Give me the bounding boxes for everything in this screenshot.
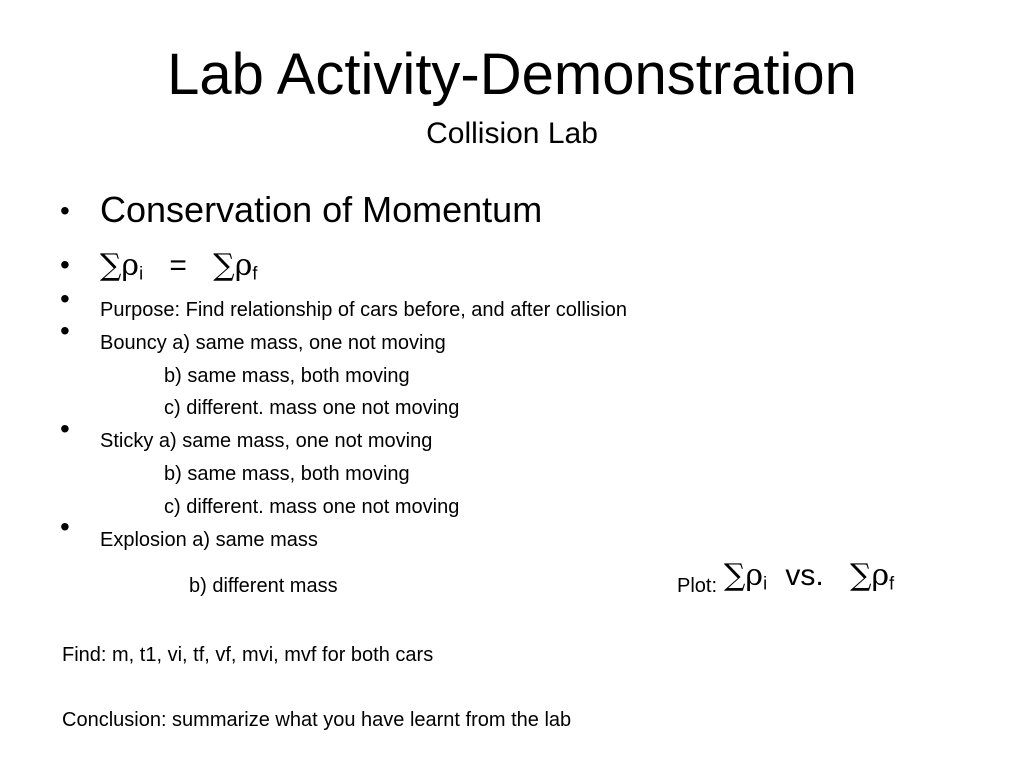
- subscript-initial: i: [139, 263, 144, 284]
- rho-symbol: ρ: [871, 558, 890, 593]
- vs-text: vs.: [785, 559, 824, 592]
- equals-sign: =: [169, 249, 187, 282]
- bullet-marker: •: [60, 511, 70, 542]
- purpose-text: Purpose: Find relationship of cars before, and after collision: [100, 299, 627, 321]
- conclusion-text: Conclusion: summarize what you have learnt from the lab: [62, 709, 572, 731]
- plot-equation: [724, 556, 894, 604]
- bullet-marker: •: [60, 283, 70, 314]
- rho-symbol: ρ: [121, 248, 140, 283]
- subscript-final: f: [252, 263, 258, 284]
- momentum-heading: Conservation of Momentum: [100, 189, 543, 230]
- sum-symbol: ∑: [100, 248, 122, 283]
- rho-symbol: ρ: [234, 248, 253, 283]
- sticky-b-text: b) same mass, both moving: [164, 463, 410, 485]
- bullet-marker: •: [60, 195, 70, 226]
- rho-symbol: ρ: [745, 558, 764, 593]
- bullet-marker: •: [60, 315, 70, 346]
- find-text: Find: m, t1, vi, tf, vf, mvi, mvf for both cars: [62, 644, 434, 666]
- sum-symbol: ∑: [724, 558, 746, 593]
- sticky-a-text: Sticky a) same mass, one not moving: [100, 430, 433, 452]
- slide-title: Lab Activity-Demonstration: [167, 42, 857, 107]
- subscript-final: f: [889, 573, 895, 594]
- bouncy-b-text: b) same mass, both moving: [164, 365, 410, 387]
- subscript-initial: i: [763, 573, 768, 594]
- bullet-marker: •: [60, 413, 70, 444]
- bullet-marker: •: [60, 249, 70, 280]
- sum-symbol: ∑: [850, 558, 872, 593]
- bouncy-a-text: Bouncy a) same mass, one not moving: [100, 332, 446, 354]
- explosion-b-text: b) different mass: [189, 575, 338, 597]
- bouncy-c-text: c) different. mass one not moving: [164, 397, 460, 419]
- sticky-c-text: c) different. mass one not moving: [164, 496, 460, 518]
- momentum-equation: [100, 246, 257, 294]
- plot-label: Plot:: [677, 575, 718, 597]
- slide-subtitle: Collision Lab: [426, 117, 598, 150]
- sum-symbol: ∑: [213, 248, 235, 283]
- explosion-a-text: Explosion a) same mass: [100, 529, 318, 551]
